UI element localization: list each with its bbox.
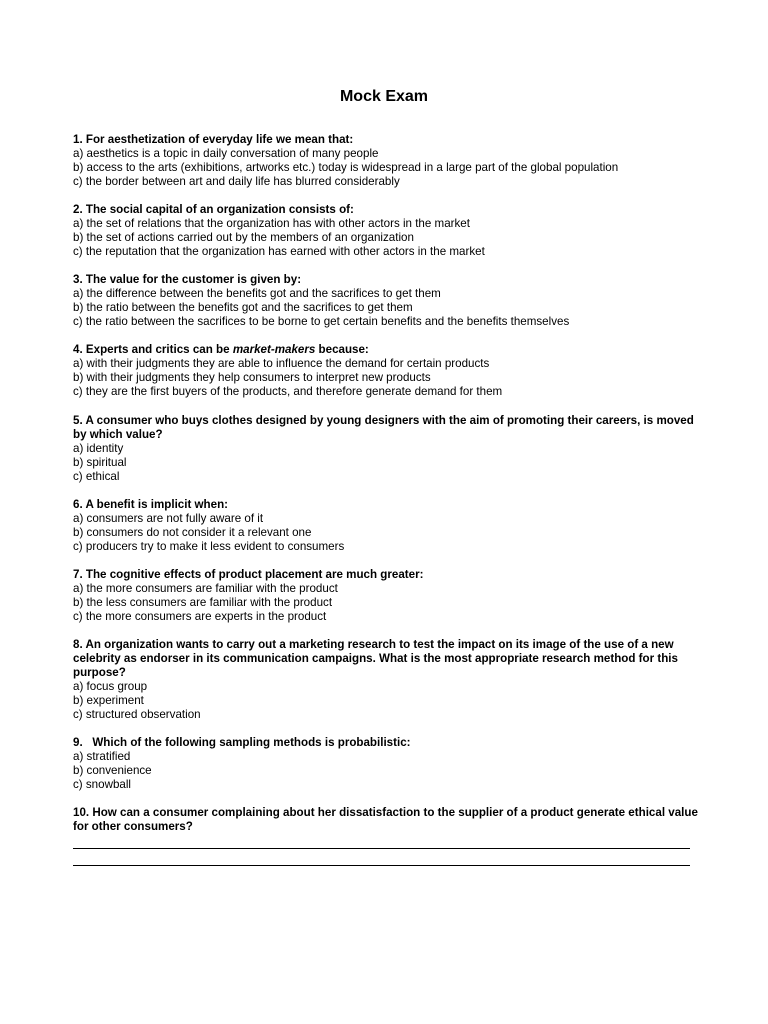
question-text-emphasis: market-makers xyxy=(232,343,316,356)
question-8 xyxy=(73,638,703,722)
option-b: b) consumers do not consider it a relevant one xyxy=(73,526,312,539)
option-a: a) stratified xyxy=(73,750,131,763)
option-c: c) producers try to make it less evident to consumers xyxy=(73,540,345,553)
question-3 xyxy=(73,273,703,329)
page-title: Mock Exam xyxy=(339,88,429,105)
option-a: a) the more consumers are familiar with the product xyxy=(73,582,338,595)
option-c: c) snowball xyxy=(73,778,131,791)
option-b: b) spiritual xyxy=(73,456,127,469)
option-a: a) focus group xyxy=(73,680,148,693)
question-10 xyxy=(73,806,703,866)
question-text: 3. The value for the customer is given by: xyxy=(73,273,302,286)
answer-line[interactable] xyxy=(73,865,690,866)
option-b: b) with their judgments they help consumers to interpret new products xyxy=(73,371,431,384)
option-c: c) the ratio between the sacrifices to be borne to get certain benefits and the benefits themselves xyxy=(73,315,570,328)
question-2 xyxy=(73,203,703,259)
question-text: 7. The cognitive effects of product placement are much greater: xyxy=(73,568,424,581)
option-b: b) the ratio between the benefits got and the sacrifices to get them xyxy=(73,301,413,314)
question-5 xyxy=(73,414,703,484)
option-c: c) the more consumers are experts in the product xyxy=(73,610,327,623)
option-c: c) ethical xyxy=(73,470,120,483)
question-1 xyxy=(73,133,703,189)
option-a: a) consumers are not fully aware of it xyxy=(73,512,264,525)
question-text: 6. A benefit is implicit when: xyxy=(73,498,229,511)
question-list xyxy=(73,133,703,880)
option-b: b) experiment xyxy=(73,694,144,707)
question-9 xyxy=(73,736,703,792)
option-b: b) the set of actions carried out by the members of an organization xyxy=(73,231,414,244)
option-c: c) they are the first buyers of the products, and therefore generate demand for them xyxy=(73,385,503,398)
question-6 xyxy=(73,498,703,554)
question-4 xyxy=(73,343,703,399)
question-text: 1. For aesthetization of everyday life we mean that: xyxy=(73,133,354,146)
question-text: 2. The social capital of an organization consists of: xyxy=(73,203,354,216)
option-b: b) access to the arts (exhibitions, artworks etc.) today is widespread in a large part of the global population xyxy=(73,161,619,174)
option-a: a) with their judgments they are able to influence the demand for certain products xyxy=(73,357,490,370)
question-text: 10. How can a consumer complaining about her dissatisfaction to the supplier of a product generate ethical value for other consumers? xyxy=(73,806,698,833)
question-text xyxy=(73,343,703,357)
option-a: a) identity xyxy=(73,442,124,455)
question-7 xyxy=(73,568,703,624)
option-a: a) the difference between the benefits got and the sacrifices to get them xyxy=(73,287,441,300)
option-a: a) aesthetics is a topic in daily conversation of many people xyxy=(73,147,379,160)
option-c: c) the border between art and daily life has blurred considerably xyxy=(73,175,400,188)
question-text: 5. A consumer who buys clothes designed by young designers with the aim of promoting their careers, is moved by which value? xyxy=(73,414,694,441)
question-text-end: because: xyxy=(315,343,369,356)
answer-line[interactable] xyxy=(73,848,690,849)
option-c: c) structured observation xyxy=(73,708,201,721)
question-text: 8. An organization wants to carry out a marketing research to test the impact on its image of the use of a new celebrity as endorser in its communication campaigns. What is the most appropriate research method for this purpose? xyxy=(73,638,678,679)
question-text-start: 4. Experts and critics can be xyxy=(73,343,233,356)
option-b: b) convenience xyxy=(73,764,152,777)
question-text: 9. Which of the following sampling methods is probabilistic: xyxy=(73,736,411,749)
option-c: c) the reputation that the organization has earned with other actors in the market xyxy=(73,245,485,258)
option-a: a) the set of relations that the organization has with other actors in the market xyxy=(73,217,470,230)
option-b: b) the less consumers are familiar with the product xyxy=(73,596,333,609)
